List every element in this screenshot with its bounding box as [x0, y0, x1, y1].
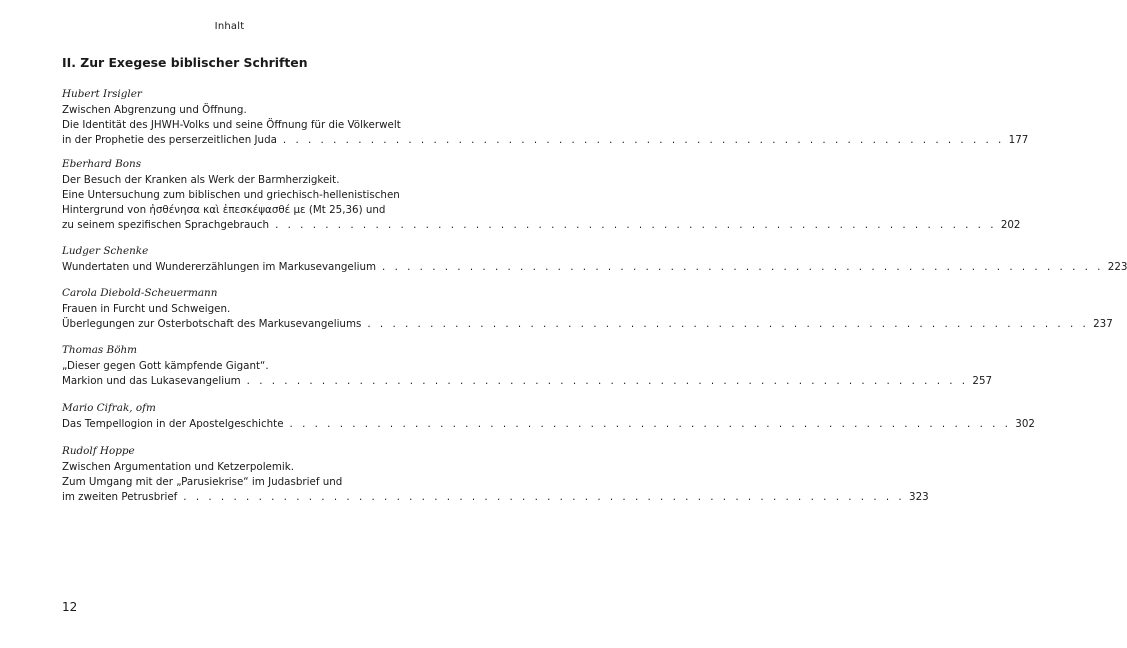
- entry-author: Mario Cifrak, ofm: [62, 402, 156, 414]
- toc-entry: [62, 342, 993, 389]
- toc-entry: [62, 156, 1021, 233]
- entry-title-line: Frauen in Furcht und Schweigen.: [62, 303, 231, 315]
- entry-title-line: „Dieser gegen Gott kämpfende Gigant“.: [62, 360, 269, 372]
- section-title: II. Zur Exegese biblischer Schriften: [62, 55, 308, 70]
- entry-title-line: Zum Umgang mit der „Parusiekrise“ im Judasbrief und: [62, 476, 343, 488]
- page-number: 323: [909, 491, 929, 503]
- dot-leader: . . . . . . . . . . . . . . . . . . . . . . . . . . . . . . . . . . . . . . . . . . . . . . . . . . . . . . . . . .: [246, 375, 969, 387]
- dot-leader: . . . . . . . . . . . . . . . . . . . . . . . . . . . . . . . . . . . . . . . . . . . . . . . . . . . . . . . . . .: [367, 318, 1089, 330]
- toc-entry: [62, 443, 929, 505]
- running-head: Inhalt: [214, 21, 245, 32]
- entry-last-line: [62, 317, 1113, 332]
- page-number: 223: [1107, 261, 1127, 273]
- entry-title-line: Markion und das Lukasevangelium: [62, 375, 241, 387]
- entry-title-line: Eine Untersuchung zum biblischen und griechisch-hellenistischen: [62, 189, 400, 201]
- entry-title-line: im zweiten Petrusbrief: [62, 491, 178, 503]
- page-number: 177: [1008, 134, 1029, 146]
- entry-last-line: [62, 490, 929, 505]
- entry-title-line: Hintergrund von ἠσθένησα καὶ ἐπεσκέψασθέ με (Mt 25,36) und: [62, 204, 386, 216]
- entry-author: Thomas Böhm: [62, 344, 137, 356]
- page-number: 257: [972, 375, 993, 387]
- dot-leader: . . . . . . . . . . . . . . . . . . . . . . . . . . . . . . . . . . . . . . . . . . . . . . . . . . . . . . . . . .: [275, 219, 997, 231]
- entry-last-line: [62, 260, 1127, 275]
- entry-title-line: Der Besuch der Kranken als Werk der Barmherzigkeit.: [62, 174, 340, 186]
- entry-title-line: Zwischen Argumentation und Ketzerpolemik.: [62, 461, 295, 473]
- toc-entry: [62, 400, 1035, 432]
- entry-title-line: Wundertaten und Wundererzählungen im Markusevangelium: [62, 261, 377, 273]
- page-number: 302: [1015, 418, 1035, 430]
- entry-author: Rudolf Hoppe: [62, 445, 135, 457]
- entry-title-line: in der Prophetie des perserzeitlichen Juda: [62, 134, 277, 146]
- entry-last-line: [62, 133, 1029, 148]
- entry-title-line: Zwischen Abgrenzung und Öffnung.: [62, 104, 247, 116]
- entry-author: Ludger Schenke: [62, 245, 149, 257]
- page-number: 237: [1093, 318, 1113, 330]
- toc-entry: [62, 243, 1127, 275]
- entry-title-line: Überlegungen zur Osterbotschaft des Markusevangeliums: [62, 318, 362, 330]
- entry-last-line: [62, 417, 1035, 432]
- toc-entry: [62, 86, 1029, 148]
- dot-leader: . . . . . . . . . . . . . . . . . . . . . . . . . . . . . . . . . . . . . . . . . . . . . . . . . . . . . . . . . .: [289, 418, 1011, 430]
- page-folio: 12: [62, 600, 78, 614]
- dot-leader: . . . . . . . . . . . . . . . . . . . . . . . . . . . . . . . . . . . . . . . . . . . . . . . . . . . . . . . . . .: [183, 491, 905, 503]
- entry-title-line: Das Tempellogion in der Apostelgeschichte: [62, 418, 284, 430]
- entry-author: Carola Diebold-Scheuermann: [62, 287, 218, 299]
- entry-author: Hubert Irsigler: [62, 88, 142, 100]
- dot-leader: . . . . . . . . . . . . . . . . . . . . . . . . . . . . . . . . . . . . . . . . . . . . . . . . . . . . . . . . . .: [282, 134, 1005, 146]
- entry-author: Eberhard Bons: [62, 158, 142, 170]
- dot-leader: . . . . . . . . . . . . . . . . . . . . . . . . . . . . . . . . . . . . . . . . . . . . . . . . . . . . . . . . . .: [382, 261, 1104, 273]
- entry-last-line: [62, 374, 993, 389]
- entry-title-line: Die Identität des JHWH-Volks und seine Öffnung für die Völkerwelt: [62, 119, 401, 131]
- entry-last-line: [62, 218, 1021, 233]
- page-number: 202: [1000, 219, 1021, 231]
- toc-entry: [62, 285, 1113, 332]
- entry-title-line: zu seinem spezifischen Sprachgebrauch: [62, 219, 270, 231]
